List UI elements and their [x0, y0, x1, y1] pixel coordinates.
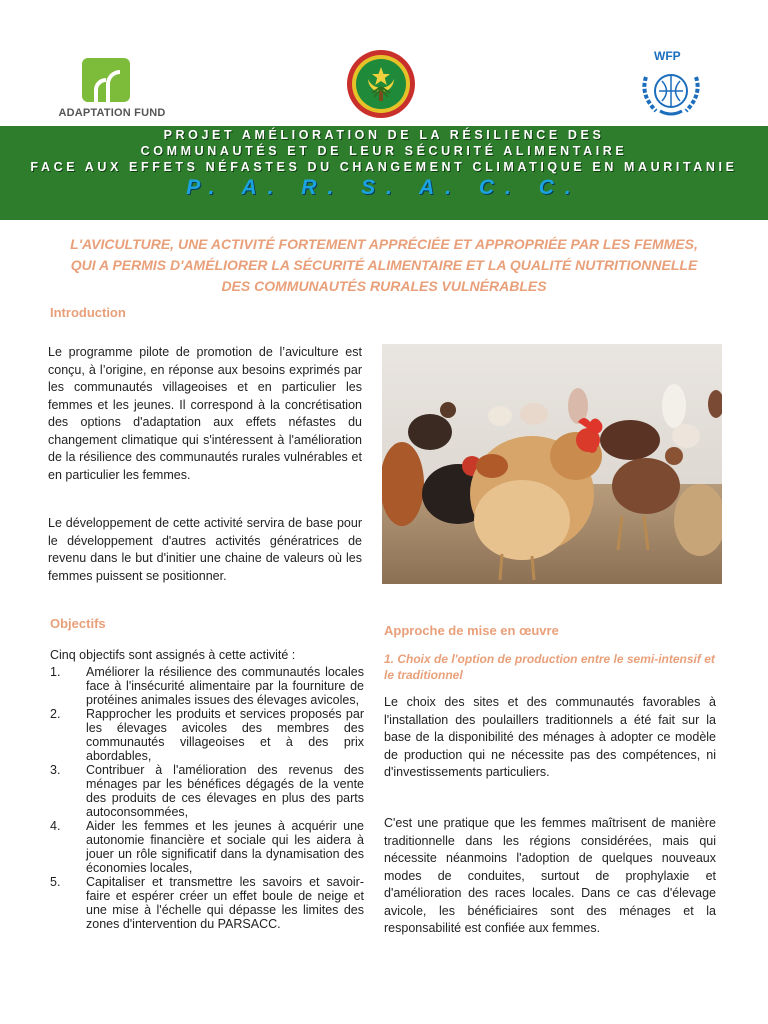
list-item	[48, 665, 364, 707]
list-item-number: 3.	[50, 763, 61, 777]
adaptation-fund-label: ADAPTATION FUND	[58, 107, 166, 119]
list-item-text: Capitaliser et transmettre les savoirs et savoir-faire et espérer créer un effet boule de neige et une mise à l'échelle qui dépasse les limites des zones d'intervention du PARSACC.	[86, 875, 364, 931]
chickens-photo-image	[382, 344, 722, 584]
list-item	[48, 707, 364, 763]
introduction-paragraph-1: Le programme pilote de promotion de l’aviculture est conçu, à l’origine, en réponse aux besoins exprimés par les communautés villageoises et en particulier les femmes et les jeunes. Il correspond à la concrétisation des options d'adaptation aux effets néfastes du changement climatique qui s'intéressent à l'amélioration de la résilience des communautés rurales vulnérables et en particulier les femmes.	[48, 345, 362, 482]
banner-line-1: PROJET AMÉLIORATION DE LA RÉSILIENCE DES	[163, 128, 605, 142]
project-acronym: P. A. R. S. A. C. C.	[186, 176, 582, 199]
wfp-wreath-icon	[636, 63, 706, 119]
list-item-number: 2.	[50, 707, 61, 721]
list-item-text: Contribuer à l'amélioration des revenus des ménages par les bénéfices dégagés de la vente des produits de ces élevages en plus des parts autoconsommées,	[86, 763, 364, 819]
banner-line-2: COMMUNAUTÉS ET DE LEUR SÉCURITÉ ALIMENTAIRE	[140, 144, 628, 158]
objectifs-heading: Objectifs	[50, 616, 106, 631]
list-item	[48, 819, 364, 875]
approche-paragraph-1: Le choix des sites et des communautés favorables à l'installation des poulaillers traditionnels a été fait sur la base de la disponibilité des ménages à adopter ce modèle de production qui ne nécessite pas des compétences, ni d'investissements particuliers.	[384, 695, 716, 779]
mauritania-seal	[346, 49, 416, 119]
wfp-label: WFP	[654, 49, 681, 63]
list-item	[48, 763, 364, 819]
approche-paragraph-2: C'est une pratique que les femmes maîtrisent de manière traditionnelle dans les régions considérées, mais qui nécessite néanmoins l'adoption de quelques nouveaux modes de conduites, surtout de prophylaxie et d'amélioration des races locales. Dans ce cas d'élevage avicole, les bénéficiaires sont des ménages et la responsabilité est confiée aux femmes.	[384, 816, 716, 935]
list-item	[48, 875, 364, 931]
introduction-heading: Introduction	[50, 305, 126, 320]
page-title: L'AVICULTURE, UNE ACTIVITÉ FORTEMENT APPRÉCIÉE ET APPROPRIÉE PAR LES FEMMES, QUI A PERMIS D'AMÉLIORER LA SÉCURITÉ ALIMENTAIRE ET LA QUALITÉ NUTRITIONNELLE DES COMMUNAUTÉS RURALES VULNÉRABLES	[70, 236, 698, 294]
list-item-text: Rapprocher les produits et services proposés par les élevages avicoles des membres des communautés villageoises et à des prix abordables,	[86, 707, 364, 763]
chickens-photo	[382, 344, 722, 584]
approche-heading: Approche de mise en œuvre	[384, 623, 559, 638]
adaptation-fund-icon	[82, 58, 130, 102]
banner-line-3: FACE AUX EFFETS NÉFASTES DU CHANGEMENT CLIMATIQUE EN MAURITANIE	[30, 160, 738, 174]
objectifs-lead: Cinq objectifs sont assignés à cette activité :	[50, 648, 296, 662]
project-banner	[0, 126, 768, 220]
wfp-logo	[636, 49, 706, 119]
adaptation-fund-logo	[60, 52, 170, 120]
list-item-number: 4.	[50, 819, 61, 833]
list-item-number: 1.	[50, 665, 61, 679]
list-item-number: 5.	[50, 875, 61, 889]
introduction-paragraph-2: Le développement de cette activité servira de base pour le développement d'autres activités génératrices de revenu dans le but d'initier une chaine de valeurs où les femmes puissent se positionner.	[48, 516, 362, 583]
list-item-text: Améliorer la résilience des communautés locales face à l'insécurité alimentaire par la fourniture de protéines animales issues des élevages avicoles,	[86, 665, 364, 707]
approche-subheading: 1. Choix de l'option de production entre le semi-intensif et le traditionnel	[384, 652, 715, 682]
objectifs-list	[48, 665, 364, 931]
seal-icon	[346, 49, 416, 119]
list-item-text: Aider les femmes et les jeunes à acquérir une autonomie financière et sociale qui les aidera à jouer un rôle significatif dans la dynamisation des économies locales,	[86, 819, 364, 875]
